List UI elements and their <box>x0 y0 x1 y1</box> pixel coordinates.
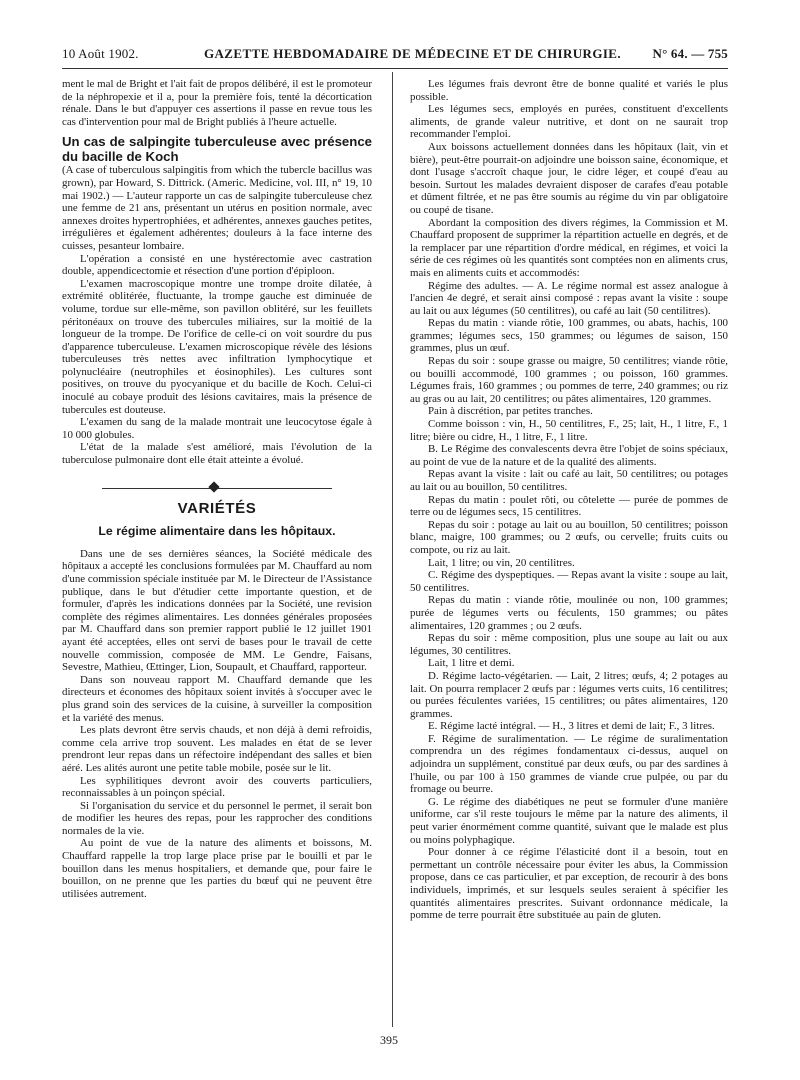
regime-lacte-integral: E. Régime lacté intégral. — H., 3 litres et demi de lait; F., 3 litres. <box>428 720 715 733</box>
paragraph: Repas du soir : soupe grasse ou maigre, 50 centilitres; viande rôtie, ou bouilli accommodé, 100 grammes ; ou poisson, 160 grammes. Légumes frais, 160 grammes ; ou pommes de terre, 240 grammes; ou riz au gras ou au lait, 20 centilitres; ou pâtes alimentaires, 120 grammes. <box>410 355 728 405</box>
paragraph: ment le mal de Bright et l'ait fait de propos délibéré, il est le promoteur de la néphropexie et il a, pour la première fois, tenté la décortication rénale. Dans le but d'appuyer ces assertions il passe en revue tous les cas d'intervention pour mal de Bright publiés à l'heure actuelle. <box>62 78 372 128</box>
regime-suralimentation: F. Régime de suralimentation. — Le régime de suralimentation comprendra un des régimes fondamentaux ci-dessus, auquel on adjoindra un supplément, constitué par deux œufs, ou par des sardines à l'huile, ou par 100 à 150 grammes de viande crue pulpée, ou par du fromage ou beurre. <box>410 732 728 796</box>
regime-convalescents: B. Le Régime des convalescents devra être l'objet de soins spéciaux, au point de vue de la nature et de la qualité des aliments. <box>410 443 728 468</box>
paragraph: Dans une de ses dernières séances, la Société médicale des hôpitaux a accepté les conclusions formulées par M. Chauffard au nom d'une commission spéciale instituée par M. le Directeur de l'Assistance publique, dans le but d'étudier cette importante question, et de formuler, d'après les indications données par la Société, une revision complète des régimes alimentaires. Les données générales proposées par M. Chauffard dans son premier rapport publié le 12 juillet 1901 ayant été acceptées, elles ont servi de bases pour le travail de cette nouvelle commission, composée de MM. Le Gendre, Faisans, Sevestre, Mathieu, Œttinger, Lion, Soupault, et Chauffard, rapporteur. <box>62 547 372 674</box>
header-rule <box>62 68 728 69</box>
paragraph: L'opération a consisté en une hystérectomie avec castration double, appendicectomie et résection d'une portion d'épiploon. <box>62 252 372 278</box>
header-date: 10 Août 1902. <box>62 46 139 61</box>
paragraph: Pour donner à ce régime l'élasticité dont il a besoin, tout en permettant un contrôle nécessaire pour éviter les abus, la Commission propose, dans ce cas particulier, et par exception, de recourir à des bons individuels, imprimés, et sur lesquels seules seraient à spécifier les quantités alimentaires prescrites. Suivant ordonnance médicale, la pomme de terre pourrait être substituée au pain de gluten. <box>410 846 728 922</box>
diamond-icon <box>208 481 219 492</box>
running-header <box>62 44 728 66</box>
regime-lacto-vegetarien: D. Régime lacto-végétarien. — Lait, 2 litres; œufs, 4; 2 potages au lait. On pourra remplacer 2 œufs par : légumes verts cuits, 16 centilitres; ou purées féculentes variées, 15 centilitres; ou pâtes alimentaires, 120 grammes. <box>410 669 728 720</box>
paragraph: L'examen du sang de la malade montrait une leucocytose égale à 10 000 globules. <box>62 416 372 441</box>
header-journal-title: GAZETTE HEBDOMADAIRE DE MÉDECINE ET DE CHIRURGIE. <box>204 46 622 61</box>
regime-adultes: Régime des adultes. — A. Le régime normal est assez analogue à l'ancien 4e degré, et serait ainsi composé : repas avant la visite : soupe au lait ou aux légumes (50 centilitres), ou café au lait (50 centilitres). <box>410 279 728 317</box>
paragraph: Si l'organisation du service et du personnel le permet, il serait bon de modifier les heures des repas, pour les rapprocher des conditions normales de la vie. <box>62 799 372 837</box>
left-column <box>62 78 372 900</box>
ornament-divider <box>62 481 372 495</box>
paragraph: Pain à discrétion, par petites tranches. <box>428 405 593 418</box>
regime-diabetiques: G. Le régime des diabétiques ne peut se formuler d'une manière uniforme, car s'il reste toujours le même par la nature des aliments, il peut varier énormément comme quantité, suivant que le malade est plus ou moins polyphagique. <box>410 795 728 846</box>
paragraph: Les syphilitiques devront avoir des couverts particuliers, reconnaissables à un poinçon spécial. <box>62 774 372 800</box>
article-reference: (A case of tuberculous salpingitis from which the tubercle bacillus was grown), par Howard, S. Dittrick. (Americ. Medicine, vol. III, n° 19, 10 mai 1902.) — L'auteur rapporte un cas de salpingite tuberculeuse chez une femme de 21 ans, présentant un utérus en position normale, avec annexes droites hypertrophiées, et adhérentes, annexes gauches petites, irrégulières et également adhérentes; douleurs à la face interne des cuisses, pesanteur lombaire. <box>62 164 372 252</box>
article-subtitle: Le régime alimentaire dans les hôpitaux. <box>98 524 336 539</box>
paragraph: Les légumes frais devront être de bonne qualité et variés le plus possible. <box>410 78 728 103</box>
section-heading: VARIÉTÉS <box>177 499 257 517</box>
paragraph: L'état de la malade s'est amélioré, mais l'évolution de la tuberculose pulmonaire dont elle était atteinte a évolué. <box>62 441 372 467</box>
article-title: Un cas de salpingite tuberculeuse avec présence du bacille de Koch <box>62 134 372 165</box>
paragraph: Comme boisson : vin, H., 50 centilitres, F., 25; lait, H., 1 litre, F., 1 litre; bière ou cidre, H., 1 litre, F., 1 litre. <box>410 418 728 443</box>
paragraph: L'examen macroscopique montre une trompe droite dilatée, à extrémité oblitérée, fluctuante, la trompe gauche est diminuée de volume, tordue sur elle-même, son pavillon oblitéré, sur les feuillets péritonéaux on trouve des tubercules miliaires, sur la moitié de la longueur de la trompe. De l'orifice de celle-ci on voit sourdre du pus d'apparence tuberculeuse. L'examen microscopique révèle des lésions tuberculeuses très nettes avec infiltration lymphocytique et polynucléaire (neutrophiles et éosinophiles). Les cultures sont positives, on trouve du pyocyanique et du bacille de Koch. Celui-ci inoculé au cobaye produit des lésions cavitaires, mais la présence de tubercules est douteuse. <box>62 277 372 416</box>
paragraph: Repas du matin : poulet rôti, ou côtelette — purée de pommes de terre ou de légumes secs, 15 centilitres. <box>410 493 728 519</box>
paragraph: Repas du matin : viande rôtie, moulinée ou non, 100 grammes; purée de légumes verts ou féculents, 150 grammes; ou pâtes alimentaires, 120 grammes ; ou 2 œufs. <box>410 594 728 632</box>
folio-number: 395 <box>380 1033 398 1047</box>
column-divider <box>392 72 393 1027</box>
right-column <box>410 78 728 922</box>
paragraph: Repas du matin : viande rôtie, 100 grammes, ou abats, hachis, 100 grammes; légumes secs, 150 grammes; ou légumes de saison, 150 grammes, plus un œuf. <box>410 317 728 355</box>
paragraph: Repas avant la visite : lait ou café au lait, 50 centilitres; ou potages au lait ou au bouillon, 50 centilitres. <box>410 468 728 493</box>
paragraph: Repas du soir : potage au lait ou au bouillon, 50 centilitres; poisson blanc, maigre, 100 grammes; ou 2 œufs, ou cervelle; fruits cuits ou compote, ou riz au lait. <box>410 518 728 556</box>
paragraph: Repas du soir : même composition, plus une soupe au lait ou aux légumes, 30 centilitres. <box>410 632 728 657</box>
paragraph: Les légumes secs, employés en purées, constituent d'excellents aliments, de grande valeur nutritive, et dont on ne saurait trop recommander l'emploi. <box>410 103 728 141</box>
paragraph: Aux boissons actuellement données dans les hôpitaux (lait, vin et bière), peut-être pourrait-on adjoindre une boisson saine, économique, et dont l'usage s'accroît chaque jour, le cidre léger, et coupé d'eau au besoin. Surtout les malades devraient disposer de carafes d'eau potable et dûment filtrée, et ne pas être soumis au régime du vin par obligatoire ou coupé de tisane. <box>410 140 728 216</box>
paragraph: Au point de vue de la nature des aliments et boissons, M. Chauffard rappelle la trop large place prise par le bouilli et par le bouillon dans les menus hospitaliers, et demande que, pour faire le bouillon, on ne prenne que les parties du bœuf qui ne peuvent être utilisées autrement. <box>62 837 372 900</box>
paragraph: Lait, 1 litre et demi. <box>428 657 515 670</box>
header-page-number: N° 64. — 755 <box>652 46 728 61</box>
regime-dyspeptiques: C. Régime des dyspeptiques. — Repas avant la visite : soupe au lait, 50 centilitres. <box>410 569 728 594</box>
paragraph: Lait, 1 litre; ou vin, 20 centilitres. <box>428 556 575 569</box>
paragraph: Les plats devront être servis chauds, et non déjà à demi refroidis, comme cela arrive trop souvent. Les malades en état de se lever prendront leur repas dans un réfectoire indépendant des salles et bien aéré. Les alités auront une petite table mobile, posée sur le lit. <box>62 724 372 774</box>
paragraph: Abordant la composition des divers régimes, la Commission et M. Chauffard proposent de supprimer la répartition actuelle en degrés, et de la remplacer par une répartition d'ordre médical, en régimes, et voici la série de ces régimes où les quantités sont comptées non en aliments crus, mais en aliments cuits et accommodés: <box>410 216 728 279</box>
paragraph: Dans son nouveau rapport M. Chauffard demande que les directeurs et économes des hôpitaux soient invités à s'occuper avec le plus grand soin des services de la cuisine, à surveiller la composition et la variété des menus. <box>62 673 372 724</box>
